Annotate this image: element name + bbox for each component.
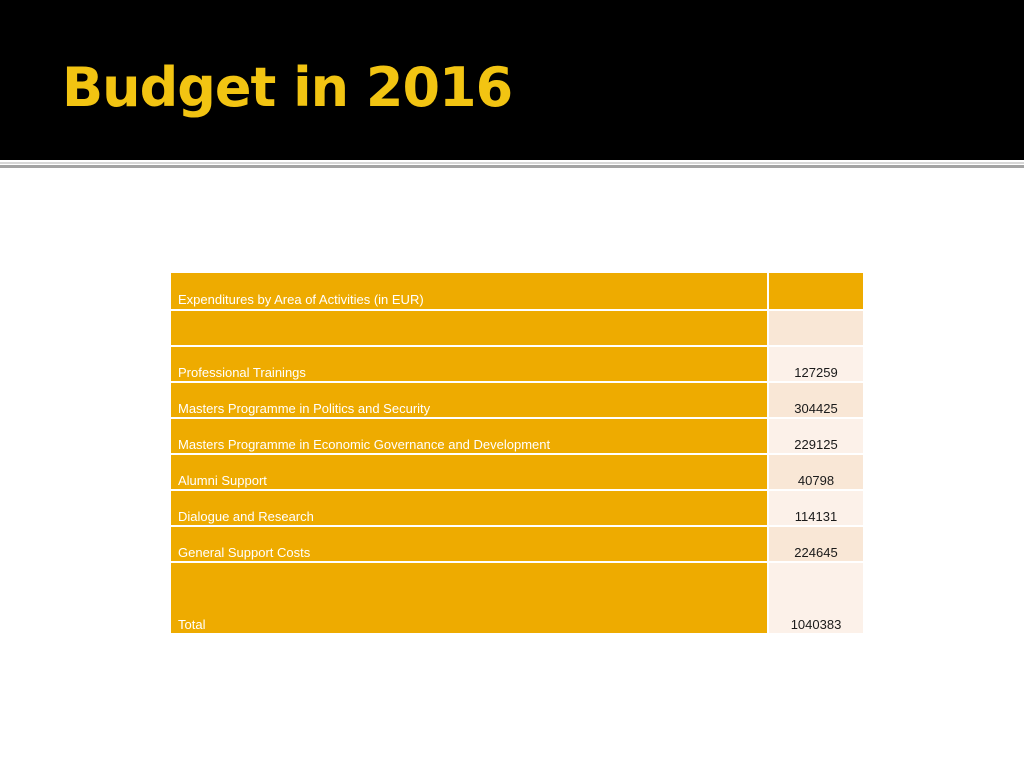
budget-table xyxy=(171,273,863,635)
total-value-cell: 1040383 xyxy=(769,563,863,635)
row-label-cell: Professional Trainings xyxy=(171,347,769,383)
total-label-cell: Total xyxy=(171,563,769,635)
row-value-cell: 40798 xyxy=(769,455,863,491)
table-header-row xyxy=(171,273,863,311)
row-label-cell: Dialogue and Research xyxy=(171,491,769,527)
blank-value-cell xyxy=(769,311,863,347)
header-value-cell xyxy=(769,273,863,311)
row-value-cell: 127259 xyxy=(769,347,863,383)
table-row xyxy=(171,455,863,491)
row-label-cell: Masters Programme in Economic Governance and Development xyxy=(171,419,769,455)
row-value-cell: 229125 xyxy=(769,419,863,455)
title-band xyxy=(0,0,1024,160)
table-row xyxy=(171,491,863,527)
row-label-cell: Masters Programme in Politics and Security xyxy=(171,383,769,419)
row-value-cell: 304425 xyxy=(769,383,863,419)
slide-title: Budget in 2016 xyxy=(62,56,513,119)
blank-label-cell xyxy=(171,311,769,347)
table-row xyxy=(171,419,863,455)
header-label-cell: Expenditures by Area of Activities (in EUR) xyxy=(171,273,769,311)
divider-line-dark xyxy=(0,165,1024,168)
table-blank-row xyxy=(171,311,863,347)
table-row xyxy=(171,527,863,563)
table-total-row xyxy=(171,563,863,635)
row-value-cell: 224645 xyxy=(769,527,863,563)
row-label-cell: General Support Costs xyxy=(171,527,769,563)
row-label-cell: Alumni Support xyxy=(171,455,769,491)
table-row xyxy=(171,383,863,419)
table-row xyxy=(171,347,863,383)
row-value-cell: 114131 xyxy=(769,491,863,527)
divider-line-light xyxy=(0,162,1024,164)
